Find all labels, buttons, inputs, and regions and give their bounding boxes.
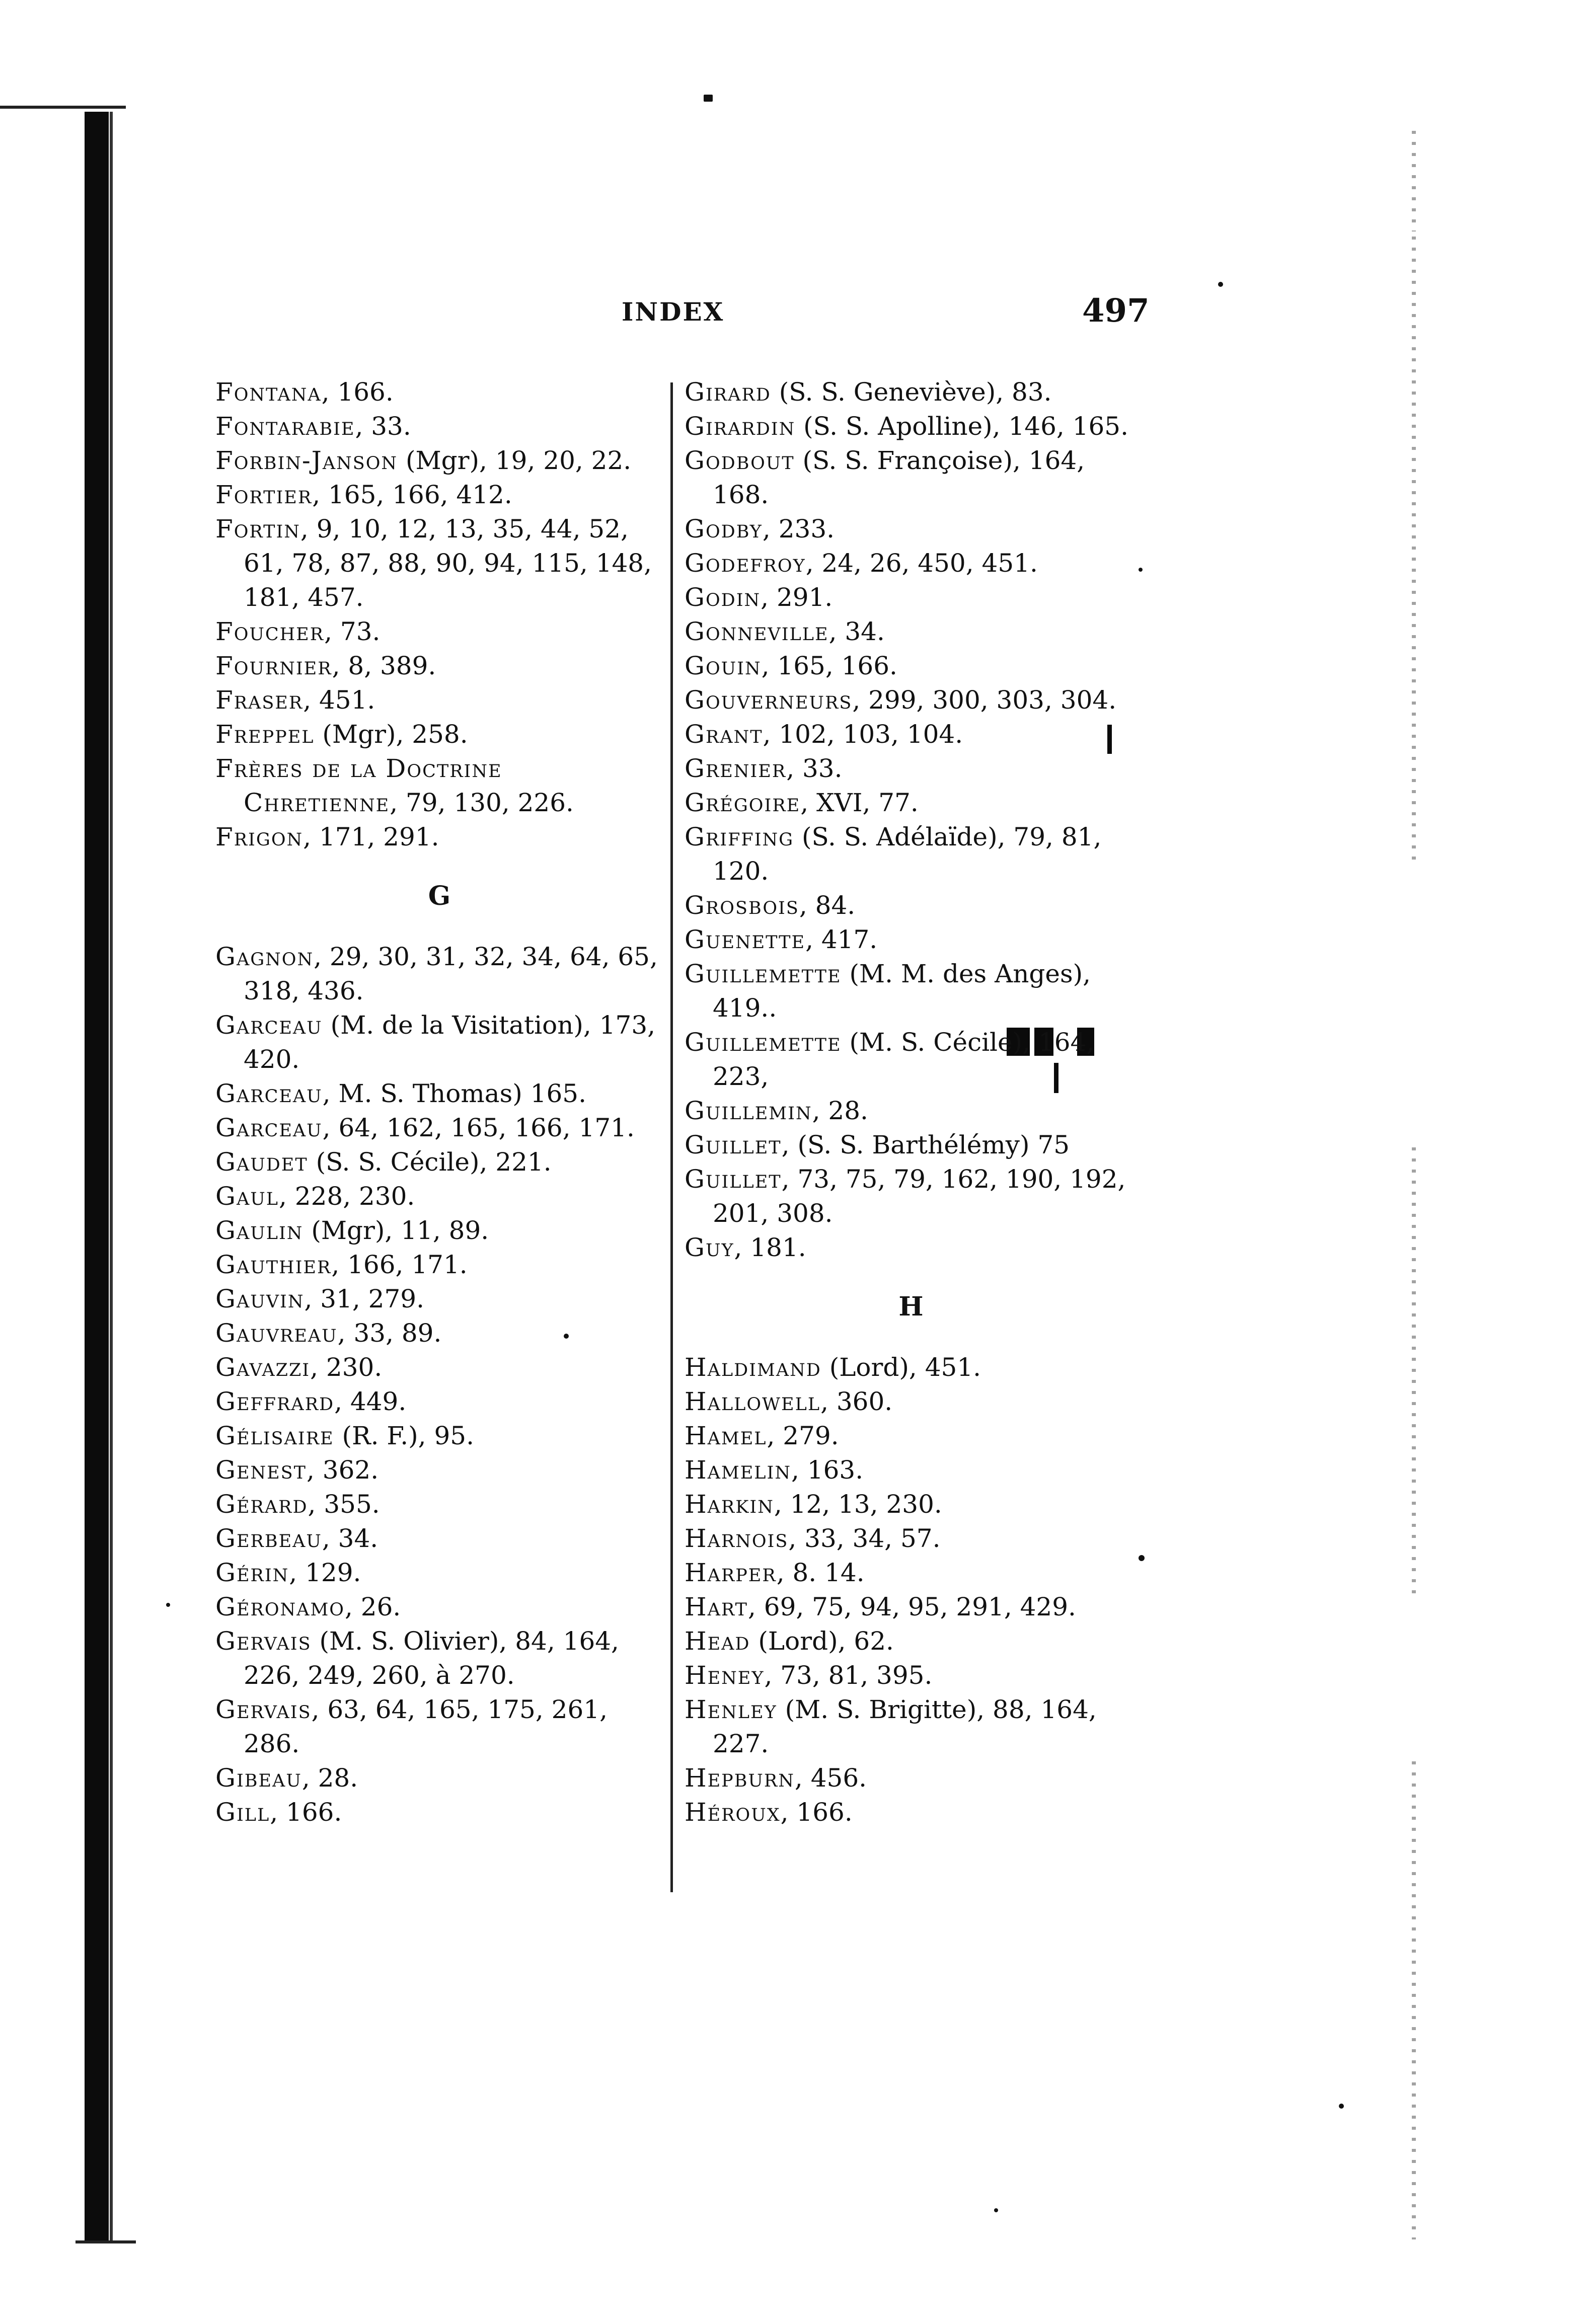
entry-name: Hamelin [685,1455,791,1485]
index-entry [215,375,663,409]
entry-name: Frigon [215,822,304,851]
entry-name: Guenette [685,925,806,954]
index-entry [215,1316,663,1350]
entry-name: Gervais [215,1626,312,1656]
entry-name: Harnois [685,1524,789,1553]
entry-name: Hepburn [685,1763,795,1793]
entry-refs: , 33, 89. [337,1319,442,1348]
entry-refs: , 33, 34, 57. [788,1524,941,1553]
entry-name: Fontarabie [215,412,355,441]
entry-name: Grenier [685,754,787,783]
scan-speck [704,95,713,102]
entry-refs: , 79, 130, 226. [390,788,574,817]
index-entry [215,1624,663,1692]
index-entry [685,580,1138,614]
entry-name: Gérard [215,1490,308,1519]
entry-refs: , 28. [301,1763,358,1793]
index-entry [685,375,1138,409]
index-entry [685,957,1138,1025]
index-entry [685,1025,1138,1094]
entry-refs: , 355. [308,1490,380,1519]
index-entry [685,1590,1138,1624]
entry-name: Gervais [215,1695,312,1724]
index-entry [215,443,663,478]
index-entry [685,820,1138,888]
scan-binding-line [110,112,113,2243]
entry-refs: , 181. [734,1233,806,1262]
entry-name: Harkin [685,1490,774,1519]
entry-name: Gaul [215,1182,279,1211]
index-entry [215,1692,663,1761]
entry-refs: , M. S. Thomas) 165. [322,1079,586,1108]
entry-refs: , 230. [310,1353,383,1382]
index-entry [685,1556,1138,1590]
index-entry [215,512,663,614]
index-entry [215,683,663,717]
entry-name: Guillet [685,1165,782,1194]
entry-refs: (M. S. Cécile), 164, 223, [713,1028,1095,1091]
entry-name: Gérin [215,1558,289,1587]
entry-refs: (Lord), 62. [750,1626,894,1656]
entry-name: Fournier [215,651,332,680]
index-entry [685,1692,1138,1761]
entry-name: Gibeau [215,1763,302,1793]
entry-refs: , 63, 64, 165, 175, 261, 286. [244,1695,608,1758]
entry-name: Guy [685,1233,734,1262]
index-entry [215,1076,663,1111]
entry-refs: , 69, 75, 94, 95, 291, 429. [747,1592,1076,1621]
entry-name: Garceau [215,1079,323,1108]
entry-name: Fraser [215,685,304,715]
entry-refs: , 166. [270,1798,342,1827]
index-entry [215,1590,663,1624]
section-letter-h: H [898,1291,924,1322]
entry-refs: , 9, 10, 12, 13, 35, 44, 52, 61, 78, 87, 88, 90, 94, 115, 148, 181, 457. [244,514,652,612]
entry-refs: , 451. [303,685,375,715]
entry-name: Heney [685,1661,765,1690]
entry-name: Gauvreau [215,1319,338,1348]
index-column-right [685,375,1138,1829]
entry-refs: , 166. [780,1798,853,1827]
entry-refs: , 12, 13, 230. [774,1490,942,1519]
entry-name: Gélisaire [215,1421,334,1450]
entry-name: Girardin [685,412,796,441]
entry-name: Gouverneurs [685,685,853,715]
entry-refs: (S. S. Adélaïde), 79, 81, 120. [713,822,1102,886]
entry-refs: (S. S. Apolline), 146, 165. [795,412,1129,441]
index-entry [215,1213,663,1248]
index-entry [215,1556,663,1590]
index-entry [215,1795,663,1829]
entry-name: Forbin-Janson [215,446,398,475]
entry-name: Gill [215,1798,270,1827]
entry-name: Guillemette [685,1028,842,1057]
entry-refs: , 64, 162, 165, 166, 171. [322,1113,635,1142]
scan-edge-noise [1412,131,1416,231]
entry-refs: , 31, 279. [304,1284,424,1313]
entry-name: Head [685,1626,750,1656]
index-entry [215,1248,663,1282]
scan-speck [994,2208,998,2212]
entry-name: Griffing [685,822,794,851]
entry-name: Godefroy [685,549,806,578]
entry-name: Gagnon [215,942,314,971]
index-entry [685,1230,1138,1265]
entry-refs: , 279. [767,1421,839,1450]
index-entry [215,1145,663,1179]
entry-name: Gauvin [215,1284,305,1313]
entry-name: Guillet [685,1130,782,1159]
entry-refs: , 228, 230. [278,1182,415,1211]
scan-edge-noise [1412,1147,1416,1600]
index-entry [685,717,1138,751]
entry-refs: (S. S. Cécile), 221. [308,1147,552,1177]
index-entry [215,940,663,1008]
entry-refs: (Mgr), 258. [314,720,468,749]
index-entry [215,478,663,512]
entry-refs: (M. S. Olivier), 84, 164, 226, 249, 260, à 270. [244,1626,619,1690]
entry-refs: , 362. [307,1455,379,1485]
entry-name: Harper [685,1558,777,1587]
index-entry [685,1094,1138,1128]
index-entry [215,1384,663,1419]
entry-refs: , 299, 300, 303, 304. [852,685,1117,715]
entry-refs: , 129. [289,1558,361,1587]
index-entry [685,786,1138,820]
entry-refs: , 73, 75, 79, 162, 190, 192, 201, 308. [713,1165,1126,1228]
entry-refs: , 34. [828,617,885,646]
index-entry [685,683,1138,717]
scan-edge-top [0,106,126,109]
column-divider [670,382,673,1892]
scan-speck [1339,2104,1344,2109]
index-entry [215,1419,663,1453]
index-entry [215,409,663,443]
entry-refs: , 73, 81, 395. [764,1661,933,1690]
entry-name: Girard [685,377,771,407]
entry-name: Gavazzi [215,1353,311,1382]
entry-name: Hallowell [685,1387,821,1416]
index-entry [215,649,663,683]
entry-refs: , 29, 30, 31, 32, 34, 64, 65, 318, 436. [244,942,658,1005]
scan-speck [1139,1555,1145,1561]
entry-name: Fontana [215,377,322,407]
entry-name: Gerbeau [215,1524,322,1553]
entry-refs: (Mgr), 11, 89. [303,1216,489,1245]
index-entry [685,1795,1138,1829]
entry-name: Gauthier [215,1250,332,1279]
entry-name: Géronamo [215,1592,345,1621]
index-entry [215,1179,663,1213]
index-entry [685,512,1138,546]
entry-name: Guillemin [685,1096,812,1125]
entry-name: Frères de la Doctrine Chretienne [215,754,502,817]
index-entry [685,751,1138,786]
entry-refs: , 166, 171. [331,1250,468,1279]
entry-refs: , 26. [344,1592,401,1621]
index-entry [215,1350,663,1384]
entry-refs: , (S. S. Barthélémy) 75 [781,1130,1070,1159]
entry-refs: , 28. [812,1096,868,1125]
index-entry [685,922,1138,957]
index-entry [685,409,1138,443]
index-entry [685,1128,1138,1162]
entry-refs: (R. F.), 95. [334,1421,474,1450]
entry-name: Guillemette [685,959,842,988]
entry-refs: , 73. [324,617,381,646]
index-entry [685,649,1138,683]
scan-speck [1139,568,1143,572]
entry-refs: , 165, 166. [761,651,897,680]
entry-refs: , 417. [805,925,878,954]
index-entry [215,1282,663,1316]
index-entry [215,1453,663,1487]
entry-name: Gaulin [215,1216,304,1245]
entry-refs: , 33. [786,754,843,783]
entry-name: Genest [215,1455,307,1485]
entry-refs: , 8, 389. [332,651,436,680]
entry-name: Godby [685,514,763,544]
index-entry [215,1487,663,1521]
entry-name: Gonneville [685,617,829,646]
index-entry [215,1521,663,1556]
index-column-left [215,375,663,1829]
entry-refs: , XVI, 77. [800,788,919,817]
entry-refs: (M. de la Visitation), 173, 420. [244,1011,656,1074]
entry-refs: , 233. [762,514,835,544]
entry-name: Héroux [685,1798,781,1827]
page-number: 497 [1082,292,1150,330]
index-entry [215,1761,663,1795]
index-entry [685,1350,1138,1384]
entry-refs: , 102, 103, 104. [763,720,963,749]
entry-refs: , 8. 14. [776,1558,865,1587]
index-entry [685,1384,1138,1419]
index-entry [685,888,1138,922]
entry-refs: , 166. [321,377,394,407]
entry-name: Garceau [215,1011,323,1040]
entry-refs: , 360. [820,1387,893,1416]
entry-refs: (S. S. Geneviève), 83. [771,377,1052,407]
index-entry [215,1111,663,1145]
entry-refs: , 449. [334,1387,407,1416]
entry-name: Godin [685,583,761,612]
entry-refs: , 165, 166, 412. [312,480,512,509]
entry-name: Grosbois [685,891,799,920]
index-entry [685,1487,1138,1521]
entry-name: Grant [685,720,763,749]
entry-refs: , 33. [355,412,411,441]
entry-refs: , 456. [794,1763,867,1793]
entry-refs: (M. M. des Anges), 419.. [713,959,1091,1023]
entry-name: Geffrard [215,1387,335,1416]
scan-speck [166,1603,170,1607]
index-entry [685,443,1138,512]
entry-refs: , 84. [799,891,856,920]
running-head: INDEX [622,297,725,327]
entry-refs: , 171, 291. [303,822,439,851]
entry-name: Henley [685,1695,777,1724]
scan-edge-noise [1412,237,1416,866]
scan-binding-shadow [85,112,109,2243]
index-entry [215,717,663,751]
entry-name: Hart [685,1592,748,1621]
scan-edge-noise [1412,1761,1416,2239]
index-entry [215,820,663,854]
index-entry [215,751,663,820]
index-entry [685,1658,1138,1692]
section-letter-g: G [428,881,451,911]
entry-name: Hamel [685,1421,767,1450]
scan-edge-bottom [75,2240,136,2243]
entry-name: Gouin [685,651,762,680]
index-entry [685,1162,1138,1230]
index-entry [685,1624,1138,1658]
index-entry [685,546,1138,580]
entry-name: Garceau [215,1113,323,1142]
entry-refs: , 34. [322,1524,378,1553]
entry-refs: (S. S. Françoise), 164, 168. [713,446,1085,509]
index-entry [215,1008,663,1076]
entry-name: Haldimand [685,1353,821,1382]
index-entry [685,1521,1138,1556]
entry-name: Gaudet [215,1147,308,1177]
entry-name: Fortier [215,480,313,509]
entry-refs: , 24, 26, 450, 451. [805,549,1038,578]
entry-refs: (Lord), 451. [821,1353,981,1382]
entry-refs: (Mgr), 19, 20, 22. [398,446,632,475]
entry-refs: , 163. [791,1455,864,1485]
entry-refs: (M. S. Brigitte), 88, 164, 227. [713,1695,1097,1758]
index-entry [215,614,663,649]
index-entry [685,1453,1138,1487]
entry-name: Godbout [685,446,795,475]
entry-name: Foucher [215,617,325,646]
entry-refs: , 291. [761,583,833,612]
index-entry [685,614,1138,649]
index-entry [685,1761,1138,1795]
entry-name: Grégoire [685,788,801,817]
scan-speck [1218,282,1223,287]
index-entry [685,1419,1138,1453]
entry-name: Fortin [215,514,300,544]
entry-name: Freppel [215,720,315,749]
